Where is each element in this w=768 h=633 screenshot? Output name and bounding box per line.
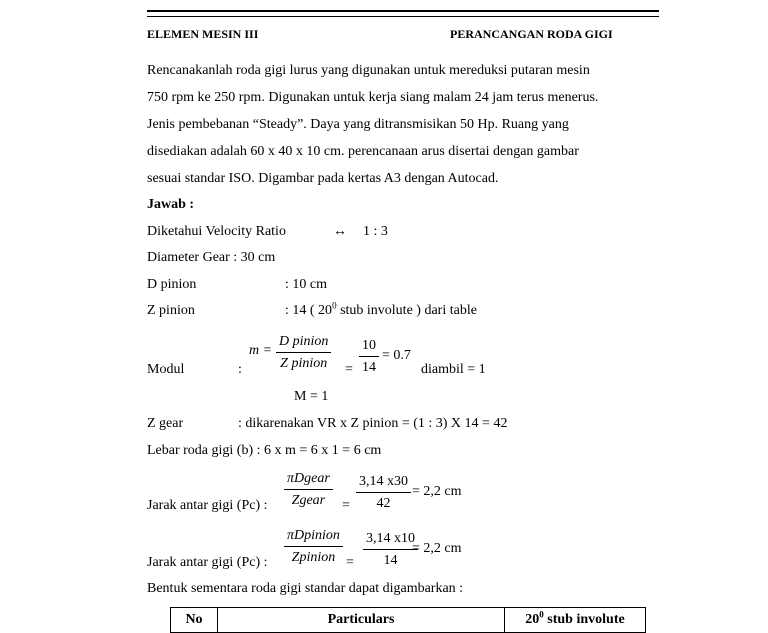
modul-m: m =: [249, 343, 273, 358]
double-arrow-icon: ↔: [333, 224, 347, 239]
jarak-1-equals: =: [342, 498, 350, 513]
paragraph-line-4: disediakan adalah 60 x 40 x 10 cm. perencanaan arus disertai dengan gambar: [147, 144, 579, 159]
table-header-particulars: Particulars: [218, 608, 505, 633]
table-header-stub-involute: [505, 608, 646, 633]
modul-equals: =: [345, 362, 353, 377]
modul-fraction-2: [359, 337, 379, 377]
bentuk-sentence: Bentuk sementara roda gigi standar dapat digambarkan :: [147, 581, 464, 596]
paragraph-line-3: Jenis pembebanan “Steady”. Daya yang ditransmisikan 50 Hp. Ruang yang: [147, 117, 569, 132]
jarak-1-fraction-2: [356, 473, 411, 513]
diameter-gear: Diameter Gear : 30 cm: [147, 250, 276, 265]
jarak-2-numerator: πDpinion: [284, 527, 343, 547]
modul-fraction: [276, 333, 331, 373]
z-pinion-suffix: stub involute ) dari table: [336, 303, 477, 318]
modul-denominator: Z pinion: [280, 356, 328, 371]
jarak-1-result: = 2,2 cm: [412, 484, 462, 499]
modul-diambil: diambil = 1: [421, 362, 486, 377]
jarak-1-fraction: [284, 470, 333, 510]
jarak-1-numerator-2: 3,14 x30: [356, 473, 411, 493]
jarak-2-fraction: [284, 527, 343, 567]
modul-result: = 0.7: [382, 348, 411, 363]
z-gear-label: Z gear: [147, 416, 184, 431]
paragraph-line-5: sesuai standar ISO. Digambar pada kertas A3 dengan Autocad.: [147, 171, 499, 186]
lebar-roda: Lebar roda gigi (b) : 6 x m = 6 x 1 = 6 cm: [147, 443, 382, 458]
z-pinion-label: Z pinion: [147, 303, 195, 318]
jarak-2-denominator: Zpinion: [291, 550, 336, 565]
modul-label: Modul: [147, 362, 185, 377]
table-header-degree-sup: 0: [539, 609, 544, 620]
d-pinion-value: : 10 cm: [285, 277, 327, 292]
table-header-stub-suffix: stub involute: [543, 612, 625, 627]
header-rule-thick: [147, 10, 659, 12]
velocity-value: 1 : 3: [363, 224, 388, 239]
jawab-heading: Jawab :: [147, 197, 195, 212]
table-header-stub-prefix: 20: [525, 612, 540, 627]
z-pinion-value: [285, 300, 477, 319]
m-equals: M = 1: [294, 389, 329, 404]
jarak-1-denominator-2: 42: [376, 496, 391, 511]
d-pinion-label: D pinion: [147, 277, 197, 292]
jarak-1-label: Jarak antar gigi (Pc) :: [147, 498, 268, 513]
z-pinion-prefix: : 14 ( 20: [285, 303, 333, 318]
table-header-row: [171, 608, 646, 633]
particulars-table: [170, 607, 646, 633]
jarak-2-fraction-2: [363, 530, 418, 570]
jarak-2-numerator-2: 3,14 x10: [363, 530, 418, 550]
velocity-label: Diketahui Velocity Ratio: [147, 224, 286, 239]
paragraph-line-1: Rencanakanlah roda gigi lurus yang digunakan untuk mereduksi putaran mesin: [147, 63, 590, 78]
header-rule-thin: [147, 16, 659, 17]
jarak-2-equals: =: [346, 555, 354, 570]
modul-numerator: D pinion: [276, 333, 331, 353]
table-header-no: No: [171, 608, 218, 633]
degree-sup: 0: [332, 300, 337, 311]
modul-colon: :: [238, 362, 242, 377]
modul-denominator-2: 14: [362, 360, 376, 375]
jarak-2-label: Jarak antar gigi (Pc) :: [147, 555, 268, 570]
jarak-1-numerator: πDgear: [284, 470, 333, 490]
jarak-1-denominator: Zgear: [291, 493, 326, 508]
header-left: ELEMEN MESIN III: [147, 27, 259, 41]
jarak-2-result: = 2,2 cm: [412, 541, 462, 556]
z-gear-value: : dikarenakan VR x Z pinion = (1 : 3) X 14 = 42: [238, 416, 508, 431]
paragraph-line-2: 750 rpm ke 250 rpm. Digunakan untuk kerja siang malam 24 jam terus menerus.: [147, 90, 599, 105]
modul-numerator-2: 10: [359, 337, 379, 357]
jarak-2-denominator-2: 14: [383, 553, 398, 568]
header-right: PERANCANGAN RODA GIGI: [450, 27, 613, 41]
